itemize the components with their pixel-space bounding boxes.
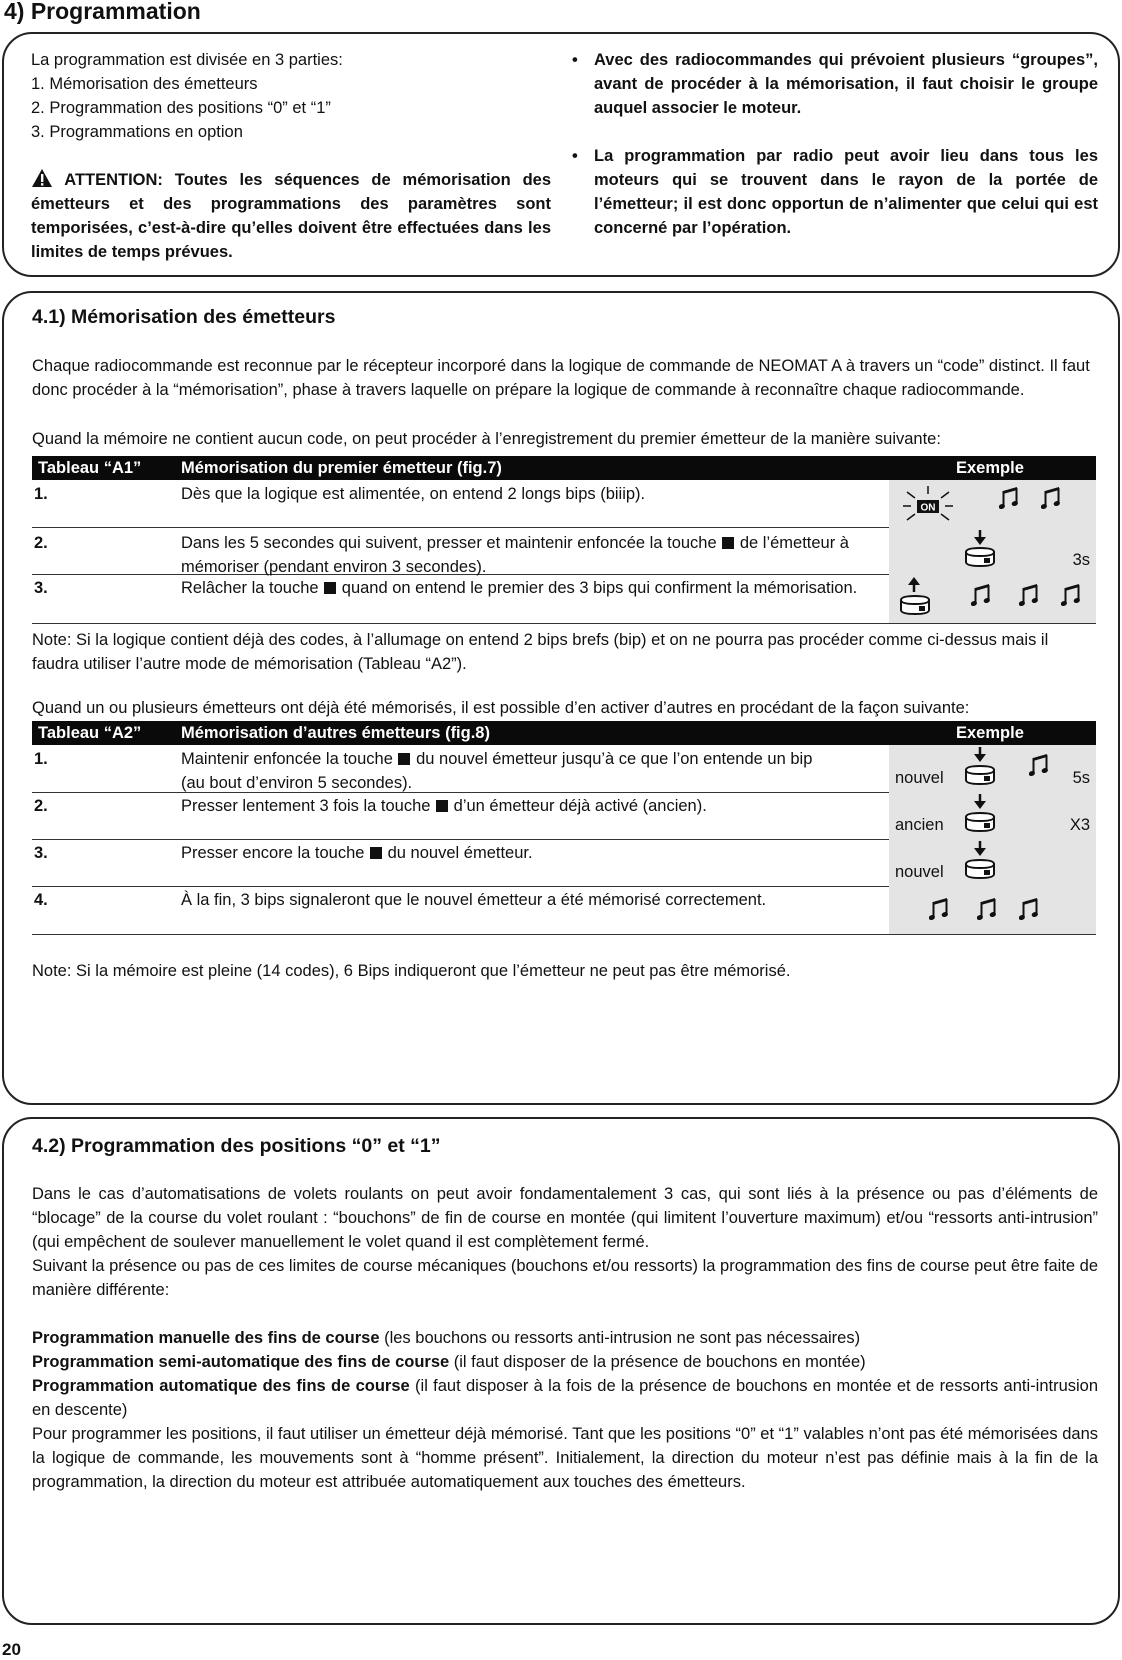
button-square-icon [722, 537, 734, 549]
row-number: 2. [34, 534, 48, 552]
row-text-part: Relâcher la touche [181, 579, 319, 597]
press-arrow-down-icon [973, 530, 987, 546]
list-item [32, 1374, 1098, 1422]
row-text [181, 747, 896, 795]
beep-note-icon [999, 485, 1021, 511]
section-41-paragraph: Chaque radiocommande est reconnue par le récepteur incorporé dans la logique de commande de NEOMAT A à travers un “code” distinct. Il faut donc procéder à la “mémorisation”, phase à travers laquelle on prépare la logique de commande à reconnaître chaque radiocommande. [32, 357, 1090, 399]
transmitter-icon [964, 546, 996, 568]
section-42-paragraph: Dans le cas d’automatisations de volets roulants on peut avoir fondamentalement 3 cas, qui sont liés à la présence ou pas d’éléments de “blocage” de la course du volet roulant : “bouchons” de fin de course en montée (qui limitent l’ouverture maximum) et/ou “ressorts anti-intrusion” (qui empêchent de soulever manuellement le volet quand il est complètement fermé. [32, 1185, 1098, 1251]
section-41-heading: 4.1) Mémorisation des émetteurs [32, 306, 336, 328]
bullet-dot: • [572, 147, 578, 165]
note-text: Note: Si la mémoire est pleine (14 codes), 6 Bips indiqueront que l’émetteur ne peut pas être mémorisé. [32, 962, 791, 980]
section-41-paragraph: Quand un ou plusieurs émetteurs ont déjà été mémorisés, il est possible d’en activer d’autres en procédant de la façon suivante: [32, 699, 970, 717]
table-title: Mémorisation d’autres émetteurs (fig.8) [181, 724, 490, 742]
beep-note-icon [1061, 582, 1083, 608]
row-number: 1. [34, 750, 48, 768]
example-cell [889, 527, 1096, 574]
release-arrow-up-icon [907, 576, 921, 592]
row-number: 4. [34, 891, 48, 909]
duration-label: 5s [1072, 769, 1090, 787]
transmitter-label: nouvel [895, 769, 944, 787]
table-row [32, 480, 1096, 528]
intro-box [2, 32, 1120, 277]
row-text: Dès que la logique est alimentée, on entend 2 longs bips (biiip). [181, 485, 646, 503]
row-text-part: Maintenir enfoncée la touche [181, 750, 393, 768]
section-41-box [2, 291, 1120, 1105]
row-text [181, 531, 896, 579]
section-42-heading: 4.2) Programmation des positions “0” et “1” [32, 1135, 441, 1157]
row-text-part: Presser lentement 3 fois la touche [181, 797, 431, 815]
row-text-part: du nouvel émetteur. [387, 844, 533, 862]
attention-text: ATTENTION: Toutes les séquences de mémorisation des émetteurs et des programmations des paramètres sont temporisées, c’est-à-dire qu’elles doivent être effectuées dans les limites de temps prévues. [31, 171, 551, 261]
bullet-text: Avec des radiocommandes qui prévoient plusieurs “groupes”, avant de procéder à la mémorisation, il faut choisir le groupe auquel associer le moteur. [594, 51, 1098, 117]
section-42-paragraph: Pour programmer les positions, il faut utiliser un émetteur déjà mémorisé. Tant que les positions “0” et “1” valables n’ont pas été mémorisées dans la logique de commande, les mouvements sont à “homme présent”. Initialement, la direction du moteur n’est pas définie mais à la fin de la programmation, la direction du moteur est attribuée automatiquement aux touches des émetteurs. [32, 1425, 1098, 1491]
section-42-paragraph: Suivant la présence ou pas de ces limites de course mécaniques (bouchons et/ou ressorts) la programmation des fins de course peut être faite de manière différente: [32, 1257, 1098, 1299]
intro-line: 1. Mémorisation des émetteurs [31, 75, 258, 93]
row-text-part: (au bout d’environ 5 secondes). [181, 774, 413, 792]
intro-line: 2. Programmation des positions “0” et “1” [31, 99, 331, 117]
row-number: 1. [34, 485, 48, 503]
row-number: 2. [34, 797, 48, 815]
section-41-paragraph: Quand la mémoire ne contient aucun code, on peut procéder à l’enregistrement du premier émetteur de la manière suivante: [32, 430, 941, 448]
list-item-detail: (il faut disposer à la fois de la présence de bouchons en montée et de ressorts anti-intrusion en descente) [32, 1377, 1099, 1419]
intro-right-column [572, 48, 1098, 240]
table-example-header: Exemple [956, 724, 1024, 742]
beep-note-icon [1029, 752, 1051, 778]
row-text [181, 841, 896, 865]
attention-paragraph [31, 168, 551, 264]
beep-note-icon [971, 582, 993, 608]
row-text-part: du nouvel émetteur jusqu’à ce que l’on entende un bip [416, 750, 813, 768]
beep-note-icon [929, 896, 951, 922]
list-item-title: Programmation automatique des fins de course [32, 1377, 410, 1395]
page-number: 20 [2, 1640, 21, 1659]
table-row [32, 527, 1096, 575]
row-text-part: d’un émetteur déjà activé (ancien). [453, 797, 707, 815]
beep-note-icon [1041, 485, 1063, 511]
warning-icon [31, 168, 53, 188]
table-row [32, 839, 1096, 887]
transmitter-label: nouvel [895, 863, 944, 881]
intro-line: 3. Programmations en option [31, 123, 243, 141]
on-label: ON [920, 502, 936, 514]
transmitter-label: ancien [895, 816, 944, 834]
bullet-text: La programmation par radio peut avoir lieu dans tous les moteurs qui se trouvent dans le rayon de la portée de l’émetteur; il est donc opportun de n’alimenter que celui qui est concerné par l’opération. [594, 147, 1098, 237]
bullet-item [572, 48, 1098, 120]
row-number: 3. [34, 844, 48, 862]
table-row [32, 792, 1096, 840]
power-on-icon [893, 484, 963, 524]
beep-note-icon [1019, 896, 1041, 922]
example-cell [889, 574, 1096, 623]
list-item-title: Programmation semi-automatique des fins de course [32, 1353, 450, 1371]
row-text [181, 576, 896, 600]
button-square-icon [436, 800, 448, 812]
intro-left-column [31, 48, 551, 264]
list-item [32, 1326, 1098, 1350]
section-42-box [2, 1117, 1120, 1625]
table-tag: Tableau “A2” [38, 724, 142, 742]
list-item-title: Programmation manuelle des fins de course [32, 1329, 380, 1347]
row-text-part: Dans les 5 secondes qui suivent, presser et maintenir enfoncée la touche [181, 534, 717, 552]
example-cell [889, 839, 1096, 886]
button-square-icon [324, 582, 336, 594]
list-item-detail: (les bouchons ou ressorts anti-intrusion ne sont pas nécessaires) [379, 1329, 861, 1347]
table-a2-header [32, 721, 1096, 745]
intro-line: La programmation est divisée en 3 parties: [31, 51, 343, 69]
press-arrow-down-icon [973, 794, 987, 810]
beep-note-icon [1019, 582, 1041, 608]
page-title: 4) Programmation [4, 0, 201, 24]
transmitter-icon [964, 764, 996, 786]
repeat-label: X3 [1069, 816, 1090, 834]
note-text: Note: Si la logique contient déjà des codes, à l’allumage on entend 2 bips brefs (bip) et on ne pourra pas procéder comme ci-dessus mais il faudra utiliser l’autre mode de mémorisation (Tableau “A2”). [32, 631, 1049, 673]
row-text-part: de l’émetteur à mémoriser (pendant environ 3 secondes). [181, 534, 849, 576]
list-item-detail: (il faut disposer de la présence de bouchons en montée) [449, 1353, 866, 1371]
table-row [32, 574, 1096, 624]
press-arrow-down-icon [973, 747, 987, 763]
row-text [181, 794, 896, 818]
table-row [32, 886, 1096, 935]
example-cell [889, 745, 1096, 792]
bullet-dot: • [572, 51, 578, 69]
bullet-item [572, 144, 1098, 240]
section-42-body [32, 1182, 1098, 1494]
duration-label: 3s [1072, 551, 1090, 569]
table-tag: Tableau “A1” [38, 459, 142, 477]
press-arrow-down-icon [973, 841, 987, 857]
transmitter-icon [899, 594, 931, 616]
beep-note-icon [977, 896, 999, 922]
transmitter-icon [964, 858, 996, 880]
table-example-header: Exemple [956, 459, 1024, 477]
row-text-part: quand on entend le premier des 3 bips qui confirment la mémorisation. [341, 579, 858, 597]
table-title: Mémorisation du premier émetteur (fig.7) [181, 459, 502, 477]
example-cell [889, 886, 1096, 934]
table-a1-header [32, 456, 1096, 480]
row-text-part: Presser encore la touche [181, 844, 365, 862]
example-cell [889, 480, 1096, 527]
button-square-icon [398, 753, 410, 765]
transmitter-icon [964, 811, 996, 833]
list-item [32, 1350, 1098, 1374]
button-square-icon [370, 847, 382, 859]
table-row [32, 745, 1096, 793]
example-cell [889, 792, 1096, 839]
row-text: À la fin, 3 bips signaleront que le nouvel émetteur a été mémorisé correctement. [181, 891, 767, 909]
row-number: 3. [34, 579, 48, 597]
